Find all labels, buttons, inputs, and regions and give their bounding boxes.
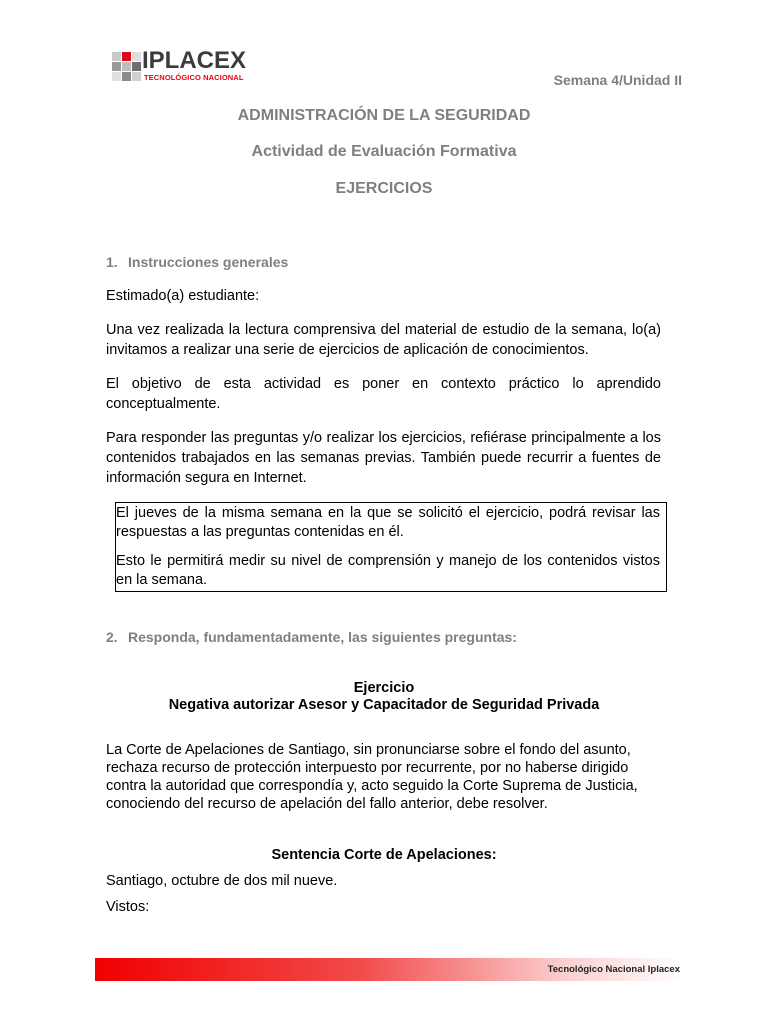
exercise-title: Negativa autorizar Asesor y Capacitador de Seguridad Privada <box>168 697 600 713</box>
logo-mosaic-icon <box>112 52 142 82</box>
notice-line-1: El jueves de la misma semana en la que se solicitó el ejercicio, podrá revisar las respuestas a las preguntas contenidas en él. <box>116 505 660 540</box>
paragraph-1: Una vez realizada la lectura comprensiva del material de estudio de la semana, lo(a) invitamos a realizar una serie de ejercicios de aplicación de conocimientos. <box>106 322 661 358</box>
document-title: ADMINISTRACIÓN DE LA SEGURIDAD <box>237 107 531 124</box>
exercise-body: La Corte de Apelaciones de Santiago, sin pronunciarse sobre el fondo del asunto, rechaza recurso de protección interpuesto por recurrente, por no haberse dirigido contra la autoridad que correspondía y, acto seguido la Corte Suprema de Justicia, conociendo del recurso de apelación del fallo anterior, debe resolver. <box>106 742 638 812</box>
section-1-number: 1. <box>106 254 118 270</box>
date-line: Santiago, octubre de dos mil nueve. <box>106 873 338 889</box>
iplacex-logo <box>112 47 262 84</box>
week-unit-label: Semana 4/Unidad II <box>553 72 682 88</box>
sentence-heading: Sentencia Corte de Apelaciones: <box>271 847 497 863</box>
exercise-label: Ejercicio <box>353 680 415 696</box>
notice-line-2: Esto le permitirá medir su nivel de comprensión y manejo de los contenidos vistos en la semana. <box>116 553 660 588</box>
section-2-heading-text: Responda, fundamentadamente, las siguientes preguntas: <box>128 629 517 645</box>
document-subtitle: Actividad de Evaluación Formativa <box>251 143 517 160</box>
paragraph-3: Para responder las preguntas y/o realizar los ejercicios, refiérase principalmente a los contenidos trabajados en las semanas previas. También puede recurrir a fuentes de información segura en Internet. <box>106 430 661 486</box>
greeting: Estimado(a) estudiante: <box>106 288 260 304</box>
logo-wordmark: IPLACEX <box>142 47 247 74</box>
logo-subtitle: TECNOLÓGICO NACIONAL <box>144 73 244 82</box>
paragraph-2: El objetivo de esta actividad es poner en contexto práctico lo aprendido conceptualmente. <box>106 376 661 412</box>
document-section-title: EJERCICIOS <box>335 180 433 197</box>
section-2-heading <box>106 629 517 645</box>
section-1-heading-text: Instrucciones generales <box>128 254 289 270</box>
notice-box <box>115 502 667 592</box>
footer-text: Tecnológico Nacional Iplacex <box>547 964 680 975</box>
section-1-heading <box>106 254 288 270</box>
vistos-label: Vistos: <box>106 899 150 915</box>
section-2-number: 2. <box>106 629 118 645</box>
